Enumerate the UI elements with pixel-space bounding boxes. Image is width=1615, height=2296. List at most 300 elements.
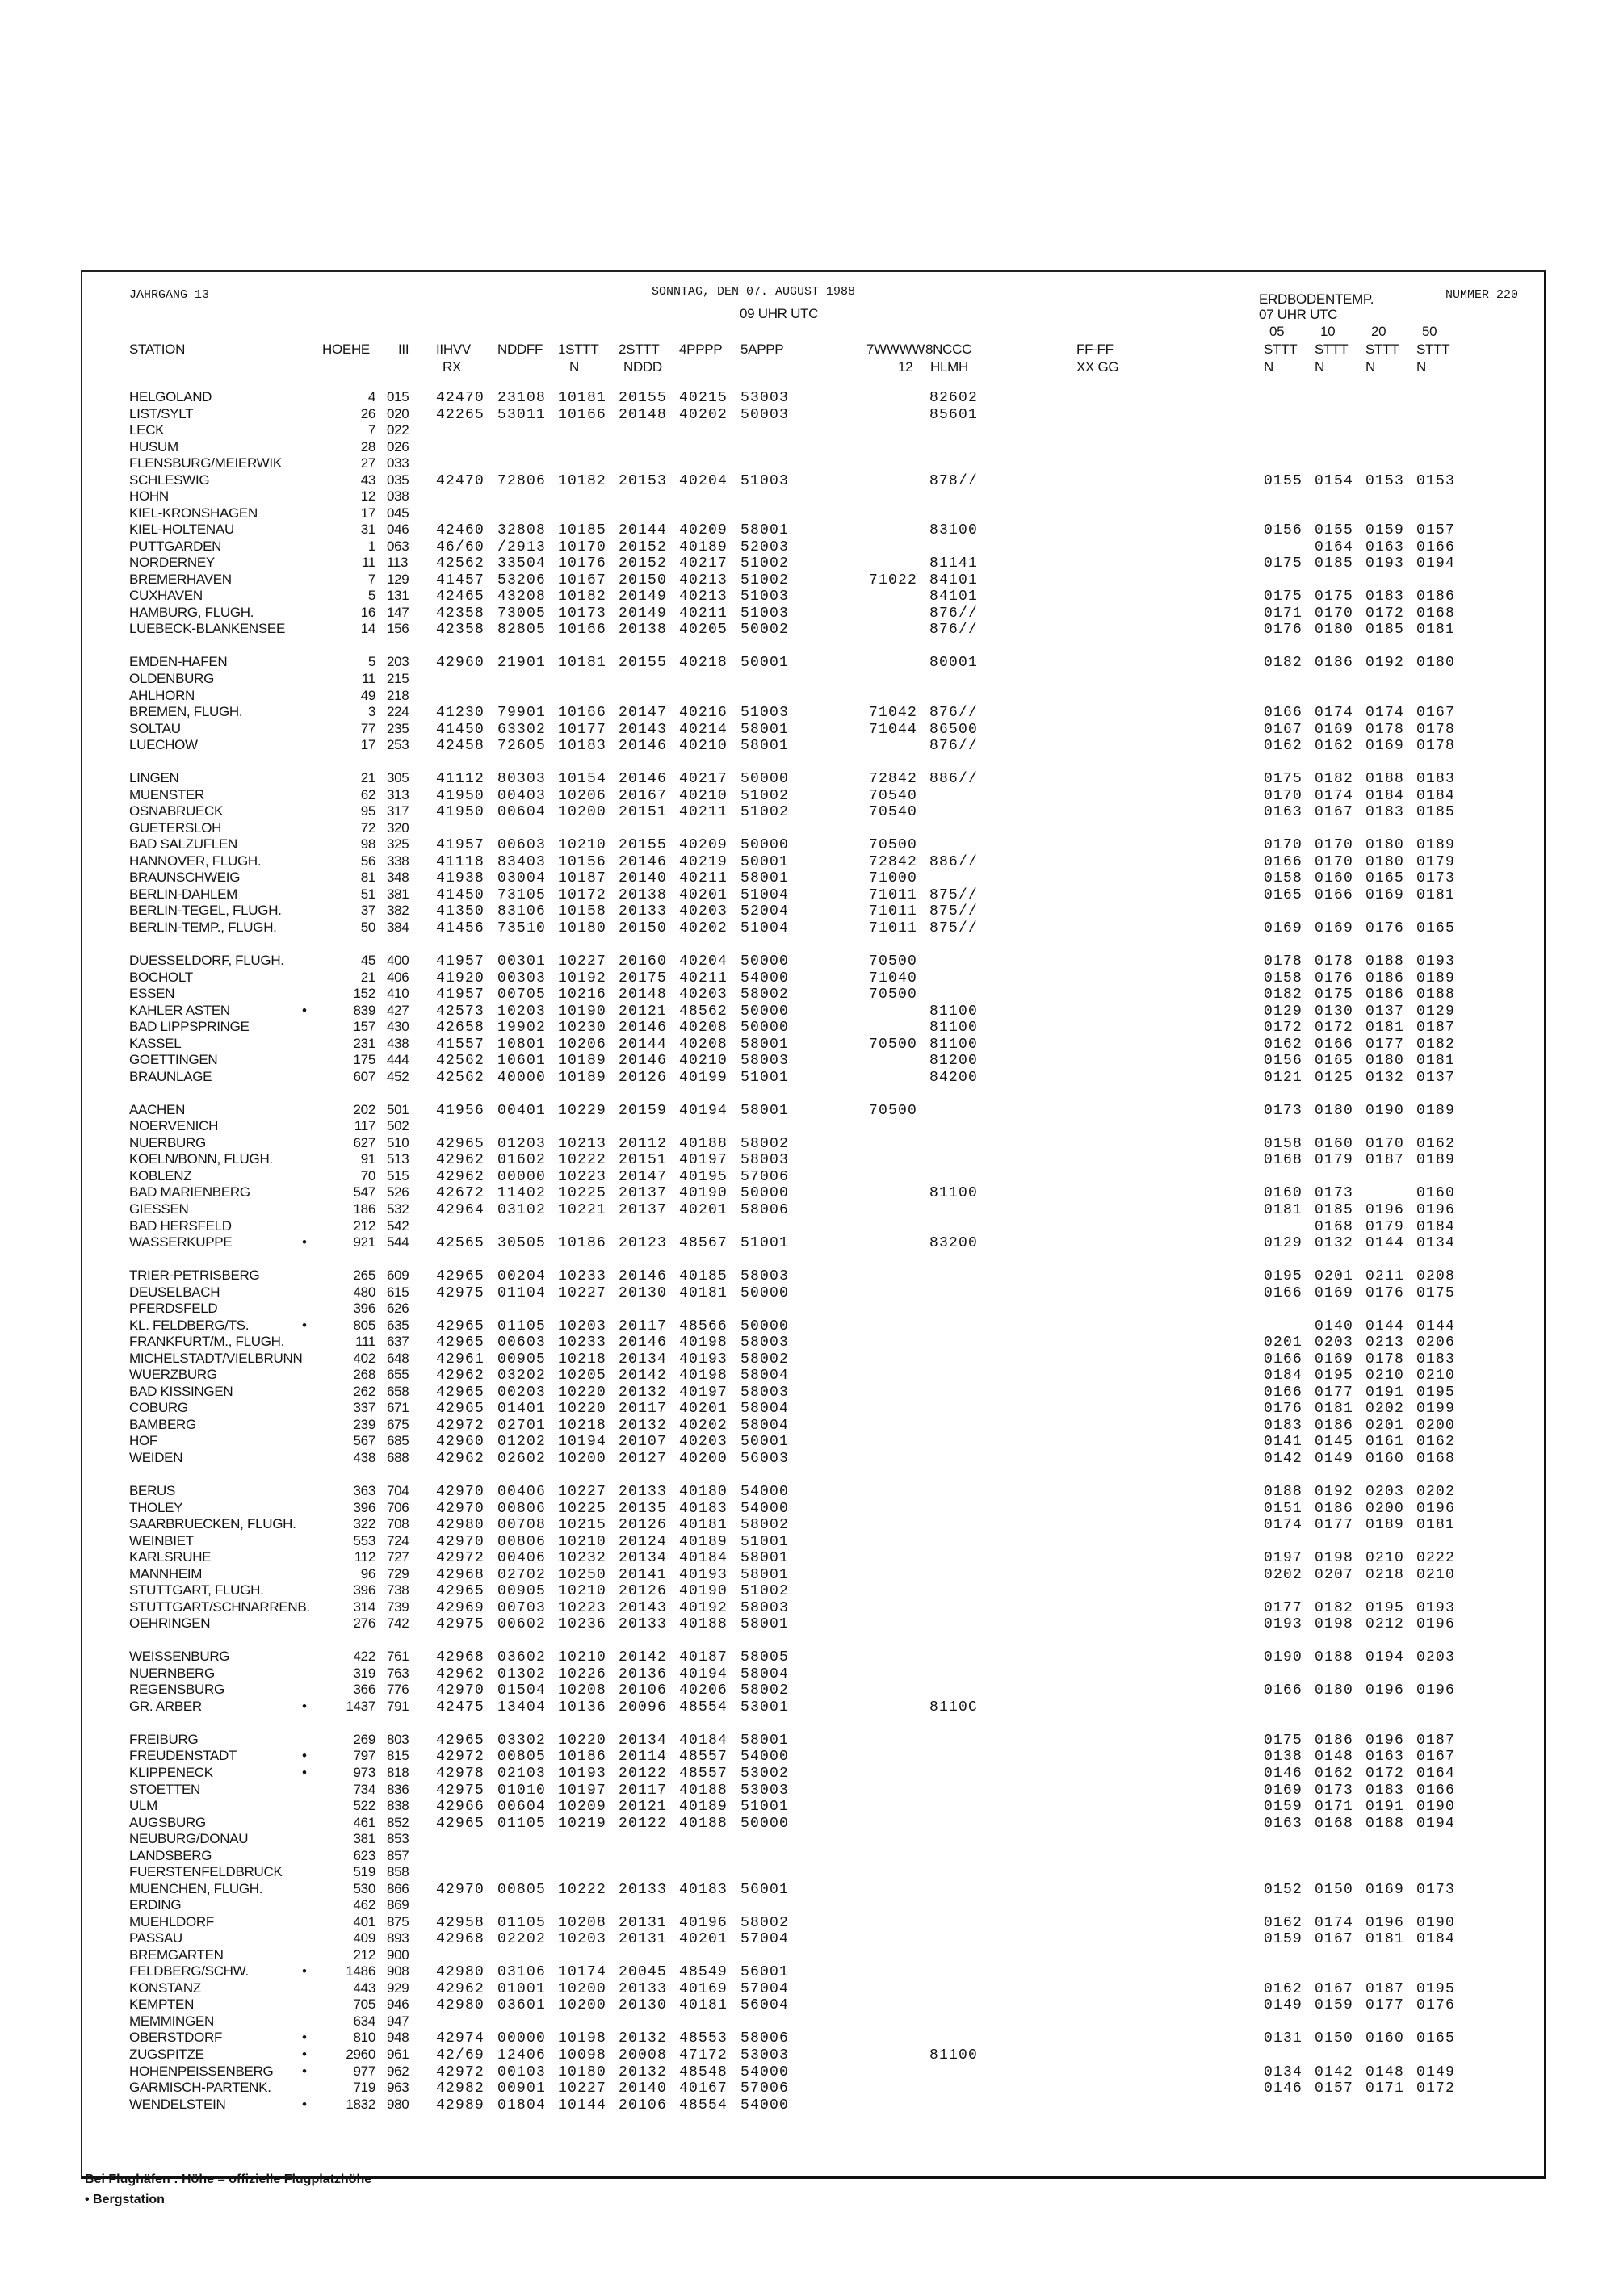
synop-group: 40199 <box>679 1070 728 1086</box>
station-elevation: 37 <box>360 903 375 918</box>
synop-group: 57004 <box>740 1981 790 1997</box>
synop-group: 10200 <box>558 804 607 820</box>
synop-group: 53003 <box>740 1783 790 1799</box>
synop-group: 00301 <box>497 953 547 970</box>
synop-group: 40202 <box>679 1418 728 1434</box>
station-index: 729 <box>387 1566 409 1582</box>
station-name: BERLIN-DAHLEM <box>129 886 238 902</box>
synop-group: 40192 <box>679 1600 728 1616</box>
station-index: 218 <box>387 688 409 703</box>
weather-group: 71000 <box>869 870 918 886</box>
soil-temperature: 0166 <box>1264 1285 1303 1301</box>
synop-group: 51002 <box>740 804 790 820</box>
synop-group: 10194 <box>558 1434 607 1450</box>
station-elevation: 111 <box>355 1334 375 1349</box>
station-elevation: 337 <box>353 1400 375 1415</box>
synop-group: 58003 <box>740 1600 790 1616</box>
synop-group: 20143 <box>619 1600 668 1616</box>
synop-group: 10220 <box>558 1732 607 1749</box>
soil-temperature: 0210 <box>1416 1368 1456 1384</box>
synop-group: 20106 <box>619 1682 668 1699</box>
station-index: 215 <box>387 671 409 686</box>
soil-temperature: 0213 <box>1365 1334 1405 1351</box>
soil-temperature: 0167 <box>1315 1981 1354 1997</box>
station-name: KLIPPENECK <box>129 1765 213 1780</box>
station-index: 776 <box>387 1682 409 1697</box>
soil-temperature: 0141 <box>1264 1434 1303 1450</box>
soil-temperature: 0165 <box>1365 870 1405 886</box>
soil-temperature: 0161 <box>1365 1434 1405 1450</box>
synop-group: 10181 <box>558 655 607 671</box>
station-name: GOETTINGEN <box>129 1052 218 1067</box>
weather-group: 71040 <box>869 970 918 987</box>
synop-group: 40193 <box>679 1351 728 1368</box>
soil-depth-20: 20 <box>1371 324 1386 339</box>
synop-group: 20122 <box>619 1816 668 1832</box>
station-elevation: 95 <box>360 803 375 819</box>
synop-group: 48548 <box>679 2064 728 2080</box>
synop-group: 53003 <box>740 2047 790 2063</box>
synop-group: 40210 <box>679 1053 728 1069</box>
soil-temperature: 0183 <box>1365 804 1405 820</box>
synop-group: 01104 <box>497 1285 547 1301</box>
soil-temperature: 0194 <box>1365 1649 1405 1665</box>
synop-group: 10225 <box>558 1185 607 1201</box>
soil-temperature: 0156 <box>1264 522 1303 538</box>
synop-group: 58001 <box>740 722 790 738</box>
soil-temperature: 0194 <box>1416 1816 1456 1832</box>
station-name: GUETERSLOH <box>129 820 222 836</box>
soil-temperature: 0183 <box>1416 1351 1456 1368</box>
soil-temperature: 0203 <box>1365 1484 1405 1500</box>
station-elevation: 51 <box>360 886 375 902</box>
header-soil-stt: STTT <box>1365 341 1399 357</box>
soil-temperature: 0160 <box>1315 1136 1354 1152</box>
station-index: 544 <box>387 1234 409 1250</box>
station-elevation: 262 <box>353 1384 375 1399</box>
soil-temperature: 0169 <box>1365 738 1405 754</box>
synop-group: 00708 <box>497 1517 547 1533</box>
station-name: HOF <box>129 1433 157 1448</box>
synop-group: 42358 <box>436 605 485 622</box>
soil-temperature: 0170 <box>1315 854 1354 870</box>
soil-temperature: 0188 <box>1365 1816 1405 1832</box>
soil-temperature: 0121 <box>1264 1070 1303 1086</box>
synop-group: 10230 <box>558 1020 607 1036</box>
soil-temperature: 0189 <box>1416 1152 1456 1168</box>
synop-group: 58002 <box>740 1517 790 1533</box>
station-name: GIESSEN <box>129 1201 189 1217</box>
soil-temperature: 0162 <box>1264 1037 1303 1053</box>
synop-group: 20127 <box>619 1451 668 1467</box>
station-name: BAD LIPPSPRINGE <box>129 1019 250 1034</box>
station-elevation: 547 <box>353 1184 375 1200</box>
synop-group: 20133 <box>619 1981 668 1997</box>
synop-group: 10216 <box>558 987 607 1003</box>
soil-temperature: 0168 <box>1416 605 1456 622</box>
synop-group: 10185 <box>558 522 607 538</box>
synop-group: 40194 <box>679 1103 728 1119</box>
synop-group: 58005 <box>740 1649 790 1665</box>
soil-temperature: 0170 <box>1315 605 1354 622</box>
station-index: 033 <box>387 455 409 471</box>
soil-temperature: 0200 <box>1365 1501 1405 1517</box>
mountain-station-marker: • <box>302 1699 307 1714</box>
synop-group: 10233 <box>558 1334 607 1351</box>
synop-group: 58004 <box>740 1418 790 1434</box>
synop-group: 53002 <box>740 1766 790 1782</box>
station-name: STUTTGART/SCHNARRENB. <box>129 1599 310 1615</box>
synop-group: /2913 <box>497 539 547 555</box>
soil-temperature: 0211 <box>1365 1268 1405 1284</box>
synop-group: 42965 <box>436 1732 485 1749</box>
synop-group: 00901 <box>497 2080 547 2097</box>
soil-temperature: 0193 <box>1264 1616 1303 1632</box>
synop-group: 51002 <box>740 788 790 804</box>
station-index: 381 <box>387 886 409 902</box>
synop-group: 42965 <box>436 1318 485 1334</box>
synop-group: 02702 <box>497 1567 547 1583</box>
synop-group: 42458 <box>436 738 485 754</box>
station-name: KIEL-HOLTENAU <box>129 522 234 537</box>
station-name: HANNOVER, FLUGH. <box>129 853 262 869</box>
synop-group: 10166 <box>558 622 607 638</box>
synop-group: 20147 <box>619 705 668 721</box>
synop-group: 00806 <box>497 1534 547 1550</box>
station-name: LUECHOW <box>129 737 198 752</box>
synop-group: 01001 <box>497 1981 547 1997</box>
synop-group: 20140 <box>619 2080 668 2097</box>
mountain-station-marker: • <box>302 1003 307 1018</box>
header-c6: 5APPP <box>740 341 784 357</box>
synop-group: 42960 <box>436 1434 485 1450</box>
station-index: 501 <box>387 1102 409 1117</box>
synop-group: 21901 <box>497 655 547 671</box>
synop-group: 20126 <box>619 1517 668 1533</box>
station-name: HELGOLAND <box>129 389 212 404</box>
cloud-group: 878// <box>929 473 979 489</box>
synop-group: 40201 <box>679 887 728 903</box>
synop-group: 20008 <box>619 2047 668 2063</box>
synop-group: 20141 <box>619 1567 668 1583</box>
soil-temperature: 0159 <box>1365 522 1405 538</box>
soil-temperature: 0162 <box>1264 1981 1303 1997</box>
soil-temperature: 0181 <box>1416 887 1456 903</box>
synop-group: 01202 <box>497 1434 547 1450</box>
station-name: ULM <box>129 1798 157 1813</box>
station-index: 515 <box>387 1168 409 1184</box>
station-elevation: 797 <box>353 1748 375 1763</box>
synop-group: 02602 <box>497 1451 547 1467</box>
station-elevation: 5 <box>367 654 375 669</box>
soil-temperature: 0201 <box>1315 1268 1354 1284</box>
cloud-group: 886// <box>929 854 979 870</box>
synop-group: 54000 <box>740 1501 790 1517</box>
station-index: 675 <box>387 1417 409 1432</box>
station-index: 946 <box>387 1996 409 2012</box>
soil-temperature: 0159 <box>1264 1931 1303 1947</box>
synop-group: 42958 <box>436 1915 485 1931</box>
station-elevation: 62 <box>360 787 375 802</box>
cloud-group: 86500 <box>929 722 979 738</box>
synop-group: 01504 <box>497 1682 547 1699</box>
station-name: CUXHAVEN <box>129 588 203 603</box>
soil-temperature: 0178 <box>1416 722 1456 738</box>
soil-temperature: 0163 <box>1365 1749 1405 1765</box>
soil-temperature: 0186 <box>1416 589 1456 605</box>
station-elevation: 72 <box>360 820 375 836</box>
station-name: HUSUM <box>129 439 178 455</box>
station-elevation: 117 <box>354 1118 375 1133</box>
cloud-group: 8110C <box>929 1699 979 1716</box>
soil-temperature: 0175 <box>1264 555 1303 572</box>
synop-group: 00703 <box>497 1600 547 1616</box>
synop-group: 00603 <box>497 1334 547 1351</box>
station-index: 962 <box>387 2063 409 2079</box>
soil-temperature: 0210 <box>1416 1567 1456 1583</box>
station-name: GR. ARBER <box>129 1699 202 1714</box>
synop-group: 20134 <box>619 1550 668 1566</box>
station-index: 384 <box>387 920 409 935</box>
synop-group: 40189 <box>679 1534 728 1550</box>
station-elevation: 1832 <box>346 2097 375 2112</box>
soil-temperature: 0186 <box>1315 1732 1354 1749</box>
synop-group: 50000 <box>740 1318 790 1334</box>
synop-group: 20152 <box>619 539 668 555</box>
soil-temperature: 0169 <box>1315 920 1354 936</box>
station-index: 235 <box>387 721 409 736</box>
soil-temperature: 0187 <box>1416 1732 1456 1749</box>
soil-temperature: 0150 <box>1315 1882 1354 1898</box>
soil-temperature: 0201 <box>1365 1418 1405 1434</box>
station-elevation: 3 <box>367 704 375 719</box>
synop-group: 10190 <box>558 1003 607 1020</box>
synop-group: 20150 <box>619 920 668 936</box>
synop-group: 40211 <box>679 870 728 886</box>
soil-temperature: 0160 <box>1264 1185 1303 1201</box>
station-elevation: 14 <box>360 621 375 636</box>
synop-group: 41956 <box>436 1103 485 1119</box>
station-index: 131 <box>387 588 409 603</box>
synop-group: 42960 <box>436 655 485 671</box>
synop-group: 40196 <box>679 1915 728 1931</box>
station-elevation: 186 <box>353 1201 375 1217</box>
synop-group: 20130 <box>619 1997 668 2013</box>
header-station: STATION <box>129 341 186 357</box>
synop-group: 40203 <box>679 987 728 1003</box>
synop-group: 42965 <box>436 1268 485 1284</box>
cloud-group: 81100 <box>929 1185 979 1201</box>
synop-group: 41118 <box>436 854 485 870</box>
soil-temperature: 0184 <box>1416 1931 1456 1947</box>
synop-group: 58004 <box>740 1401 790 1417</box>
synop-group: 20132 <box>619 1385 668 1401</box>
cloud-group: 84200 <box>929 1070 979 1086</box>
station-name: HAMBURG, FLUGH. <box>129 605 254 620</box>
station-index: 853 <box>387 1831 409 1846</box>
synop-group: 40202 <box>679 920 728 936</box>
soil-temperature: 0164 <box>1416 1766 1456 1782</box>
synop-group: 10181 <box>558 390 607 406</box>
synop-group: 42/69 <box>436 2047 485 2063</box>
soil-temperature: 0186 <box>1315 655 1354 671</box>
soil-temperature: 0167 <box>1264 722 1303 738</box>
synop-group: 20135 <box>619 1501 668 1517</box>
station-elevation: 112 <box>354 1549 375 1565</box>
cloud-group: 81100 <box>929 1003 979 1020</box>
synop-group: 10220 <box>558 1401 607 1417</box>
station-name: BAD MARIENBERG <box>129 1184 250 1200</box>
synop-group: 42961 <box>436 1351 485 1368</box>
soil-temperature: 0160 <box>1365 2030 1405 2047</box>
synop-group: 10210 <box>558 837 607 853</box>
soil-temperature: 0191 <box>1365 1385 1405 1401</box>
synop-group: 41450 <box>436 887 485 903</box>
soil-temperature: 0188 <box>1315 1649 1354 1665</box>
synop-group: 02202 <box>497 1931 547 1947</box>
station-index: 852 <box>387 1815 409 1830</box>
station-index: 791 <box>387 1699 409 1714</box>
synop-group: 02103 <box>497 1766 547 1782</box>
soil-temperature: 0178 <box>1365 722 1405 738</box>
soil-temperature: 0190 <box>1365 1103 1405 1119</box>
synop-group: 10177 <box>558 722 607 738</box>
soil-temperature: 0183 <box>1416 771 1456 787</box>
soil-temperature: 0146 <box>1264 2080 1303 2097</box>
weather-group: 71042 <box>869 705 918 721</box>
soil-temperature: 0196 <box>1365 1202 1405 1218</box>
station-name: MUENSTER <box>129 787 204 802</box>
soil-temperature: 0181 <box>1315 1401 1354 1417</box>
synop-group: 20153 <box>619 473 668 489</box>
station-name: FELDBERG/SCHW. <box>129 1963 249 1979</box>
soil-temperature: 0178 <box>1264 953 1303 970</box>
station-name: LANDSBERG <box>129 1848 212 1863</box>
synop-group: 20149 <box>619 589 668 605</box>
synop-group: 42962 <box>436 1169 485 1185</box>
station-index: 427 <box>387 1003 409 1018</box>
cloud-group: 83200 <box>929 1235 979 1251</box>
cloud-group: 81200 <box>929 1053 979 1069</box>
soil-temperature: 0222 <box>1416 1550 1456 1566</box>
station-elevation: 705 <box>353 1996 375 2012</box>
synop-group: 20148 <box>619 407 668 423</box>
synop-group: 10215 <box>558 1517 607 1533</box>
synop-group: 50000 <box>740 1020 790 1036</box>
soil-temperature: 0181 <box>1264 1202 1303 1218</box>
station-elevation: 977 <box>353 2063 375 2079</box>
station-index: 510 <box>387 1135 409 1150</box>
synop-group: 20124 <box>619 1534 668 1550</box>
synop-group: 20132 <box>619 1418 668 1434</box>
station-name: BERLIN-TEMP., FLUGH. <box>129 920 277 935</box>
soil-temperature: 0180 <box>1315 622 1354 638</box>
station-elevation: 91 <box>360 1151 375 1167</box>
synop-group: 10227 <box>558 1484 607 1500</box>
station-index: 430 <box>387 1019 409 1034</box>
synop-group: 32808 <box>497 522 547 538</box>
station-elevation: 21 <box>360 770 375 786</box>
station-name: BREMGARTEN <box>129 1947 224 1963</box>
soil-temperature: 0170 <box>1264 788 1303 804</box>
header-7wwww: 7WWWW <box>866 341 925 357</box>
station-elevation: 49 <box>360 688 375 703</box>
observation-time: 09 UHR UTC <box>740 306 819 321</box>
soil-temperature: 0166 <box>1264 1682 1303 1699</box>
synop-group: 10136 <box>558 1699 607 1716</box>
synop-group: 79901 <box>497 705 547 721</box>
synop-group: 20149 <box>619 605 668 622</box>
synop-group: 48566 <box>679 1318 728 1334</box>
soil-temperature: 0172 <box>1264 1020 1303 1036</box>
soil-temperature: 0181 <box>1416 622 1456 638</box>
weather-group: 70500 <box>869 987 918 1003</box>
station-name: WEINBIET <box>129 1533 194 1548</box>
station-index: 875 <box>387 1914 409 1929</box>
soil-temperature: 0184 <box>1416 1219 1456 1235</box>
synop-group: 10170 <box>558 539 607 555</box>
synop-group: 40197 <box>679 1385 728 1401</box>
synop-group: 00204 <box>497 1268 547 1284</box>
station-elevation: 522 <box>353 1798 375 1813</box>
mountain-station-marker: • <box>302 1318 307 1333</box>
synop-group: 40206 <box>679 1682 728 1699</box>
weather-group: 71011 <box>869 920 918 936</box>
synop-group: 40195 <box>679 1169 728 1185</box>
synop-group: 10221 <box>558 1202 607 1218</box>
station-name: THOLEY <box>129 1500 183 1515</box>
soil-temperature: 0187 <box>1416 1020 1456 1036</box>
station-index: 635 <box>387 1318 409 1333</box>
synop-group: 03004 <box>497 870 547 886</box>
synop-group: 58001 <box>740 1103 790 1119</box>
weather-group: 71044 <box>869 722 918 738</box>
synop-group: 42965 <box>436 1136 485 1152</box>
synop-group: 58003 <box>740 1053 790 1069</box>
synop-group: 20155 <box>619 655 668 671</box>
soil-temperature: 0166 <box>1264 1385 1303 1401</box>
synop-group: 58001 <box>740 1567 790 1583</box>
synop-group: 00403 <box>497 788 547 804</box>
station-name: TRIER-PETRISBERG <box>129 1267 260 1283</box>
soil-temperature: 0201 <box>1264 1334 1303 1351</box>
cloud-group: 876// <box>929 738 979 754</box>
synop-group: 10222 <box>558 1152 607 1168</box>
soil-temperature: 0195 <box>1264 1268 1303 1284</box>
soil-temperature: 0203 <box>1315 1334 1354 1351</box>
synop-group: 10218 <box>558 1351 607 1368</box>
station-name: BAD KISSINGEN <box>129 1384 233 1399</box>
soil-temperature: 0129 <box>1416 1003 1456 1020</box>
soil-temperature: 0169 <box>1264 920 1303 936</box>
synop-group: 42962 <box>436 1666 485 1682</box>
synop-group: 00000 <box>497 1169 547 1185</box>
soil-temperature: 0175 <box>1315 987 1354 1003</box>
synop-group: 42964 <box>436 1202 485 1218</box>
soil-temperature: 0137 <box>1416 1070 1456 1086</box>
soil-temperature: 0199 <box>1416 1401 1456 1417</box>
synop-group: 43208 <box>497 589 547 605</box>
soil-temperature: 0195 <box>1416 1385 1456 1401</box>
synop-group: 41950 <box>436 788 485 804</box>
station-elevation: 734 <box>353 1782 375 1797</box>
station-index: 406 <box>387 970 409 985</box>
station-name: FLENSBURG/MEIERWIK <box>129 455 282 471</box>
synop-group: 20136 <box>619 1666 668 1682</box>
synop-group: 10200 <box>558 1451 607 1467</box>
synop-group: 40189 <box>679 539 728 555</box>
synop-group: 42470 <box>436 473 485 489</box>
